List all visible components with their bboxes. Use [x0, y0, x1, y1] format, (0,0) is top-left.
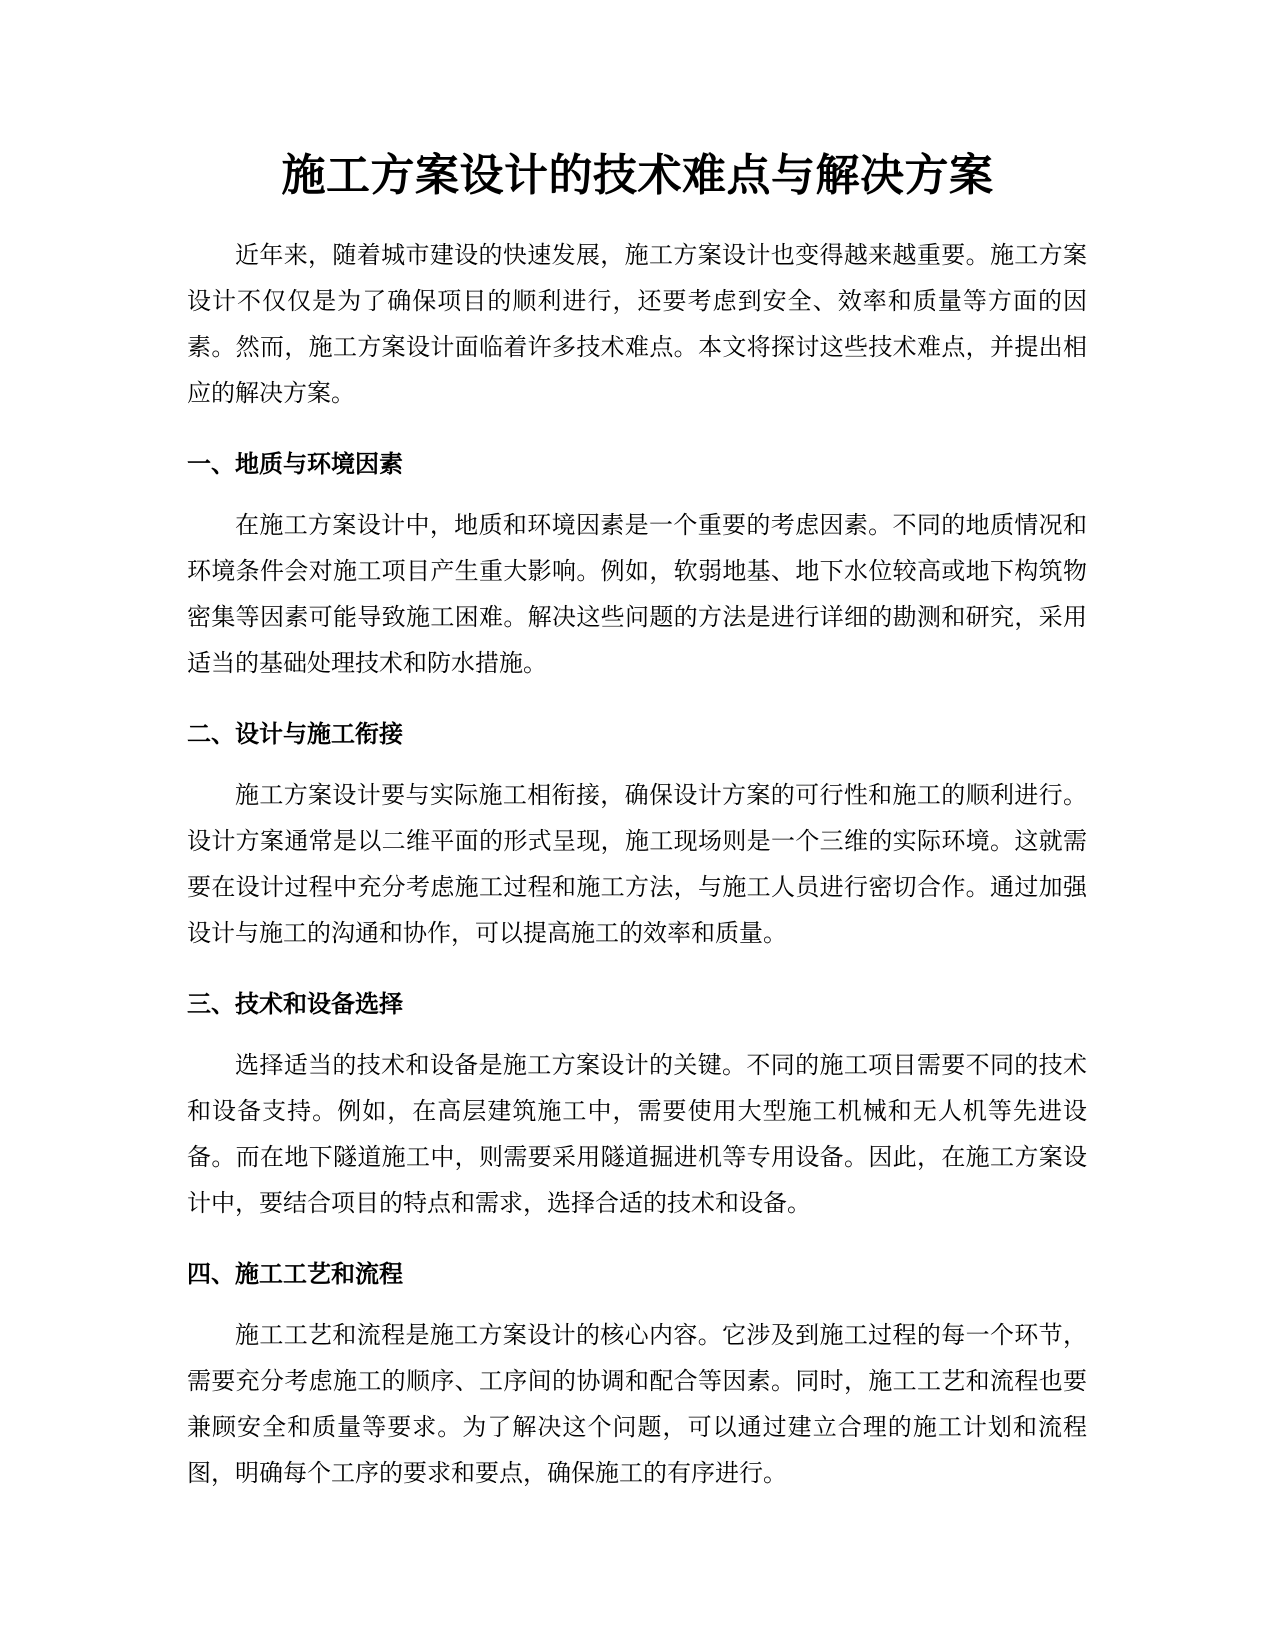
section-heading-technology-equipment: 三、技术和设备选择 [187, 990, 403, 1018]
section-paragraph-design-construction: 施工方案设计要与实际施工相衔接，确保设计方案的可行性和施工的顺利进行。设计方案通常是以二维平面的形式呈现，施工现场则是一个三维的实际环境。这就需要在设计过程中充分考虑施工过程和施工方法，与施工人员进行密切合作。通过加强设计与施工的沟通和协作，可以提高施工的效率和质量。 [187, 781, 1087, 947]
section-heading-design-construction: 二、设计与施工衔接 [187, 720, 403, 748]
section-paragraph-technology-equipment: 选择适当的技术和设备是施工方案设计的关键。不同的施工项目需要不同的技术和设备支持。例如，在高层建筑施工中，需要使用大型施工机械和无人机等先进设备。而在地下隧道施工中，则需要采用隧道掘进机等专用设备。因此，在施工方案设计中，要结合项目的特点和需求，选择合适的技术和设备。 [187, 1051, 1087, 1217]
document-title: 施工方案设计的技术难点与解决方案 [281, 150, 994, 201]
section-paragraph-process-flow: 施工工艺和流程是施工方案设计的核心内容。它涉及到施工过程的每一个环节，需要充分考虑施工的顺序、工序间的协调和配合等因素。同时，施工工艺和流程也要兼顾安全和质量等要求。为了解决这个问题，可以通过建立合理的施工计划和流程图，明确每个工序的要求和要点，确保施工的有序进行。 [187, 1321, 1087, 1487]
intro-paragraph: 近年来，随着城市建设的快速发展，施工方案设计也变得越来越重要。施工方案设计不仅仅是为了确保项目的顺利进行，还要考虑到安全、效率和质量等方面的因素。然而，施工方案设计面临着许多技术难点。本文将探讨这些技术难点，并提出相应的解决方案。 [187, 241, 1087, 407]
section-heading-geology: 一、地质与环境因素 [187, 450, 403, 478]
section-paragraph-geology: 在施工方案设计中，地质和环境因素是一个重要的考虑因素。不同的地质情况和环境条件会对施工项目产生重大影响。例如，软弱地基、地下水位较高或地下构筑物密集等因素可能导致施工困难。解决这些问题的方法是进行详细的勘测和研究，采用适当的基础处理技术和防水措施。 [187, 511, 1087, 677]
document-body [187, 232, 1087, 1496]
section-heading-process-flow: 四、施工工艺和流程 [187, 1260, 403, 1288]
